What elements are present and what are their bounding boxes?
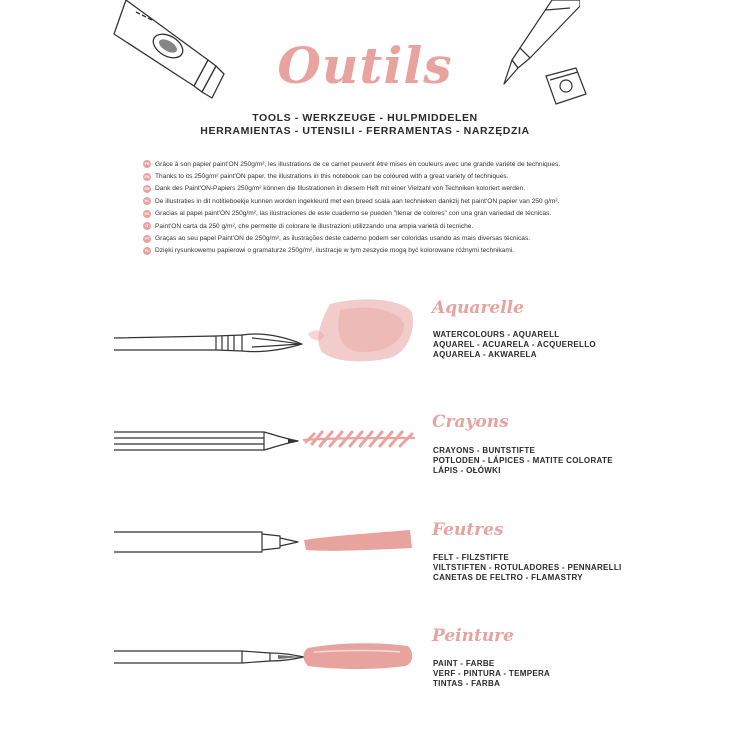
language-text: Grâce à son papier paint'ON 250g/m², les illustrations de ce carnet peuvent être mises en couleurs avec une grande variété de techniques.: [155, 160, 561, 168]
flag-es-icon: ES: [144, 211, 150, 216]
tool-translation-line: POTLODEN - LÁPICES - MATITE COLORATE: [433, 456, 613, 466]
tool-translation-line: LÁPIS - OŁÓWKI: [433, 466, 501, 476]
tool-translation-line: VILTSTIFTEN - ROTULADORES - PENNARELLI: [433, 563, 622, 573]
tool-translations: [433, 330, 596, 361]
tool-translation-line: CANETAS DE FELTRO - FLAMASTRY: [433, 573, 583, 583]
language-list: [143, 158, 613, 257]
list-item: [143, 208, 613, 220]
watercolour-brush-icon: [112, 320, 308, 366]
pencil-icon: [112, 424, 302, 458]
list-item: [143, 232, 613, 244]
tool-translation-line: VERF - PINTURA - TEMPERA: [433, 669, 551, 679]
watercolour-swatch: [300, 296, 416, 364]
subtitle-tools-more: HERRAMIENTAS - UTENSILI - FERRAMENTAS - NARZĘDZIA: [200, 125, 530, 137]
tool-translation-line: AQUAREL - ACUARELA - ACQUERELLO: [433, 340, 596, 350]
flag-en-icon: EN: [144, 174, 150, 179]
tool-translations: [433, 446, 613, 477]
tool-name: Feutres: [432, 520, 504, 540]
list-item: [143, 183, 613, 195]
paint-brush-icon: [112, 645, 308, 669]
tool-translation-line: PAINT - FARBE: [433, 659, 495, 668]
list-item: [143, 245, 613, 257]
page-title: Outils: [277, 36, 453, 95]
tool-translations: [433, 659, 550, 690]
flag-de-icon: DE: [144, 186, 150, 191]
language-text: Graças ao seu papel Paint'ON de 250g/m², as ilustrações deste caderno podem ser coloridas usando as mais diversas técnicas.: [155, 235, 531, 243]
flag-it-icon: IT: [143, 222, 151, 230]
list-item: [143, 195, 613, 207]
list-item: [143, 170, 613, 182]
list-item: [143, 220, 613, 232]
tool-translation-line: TINTAS - FARBA: [433, 679, 501, 689]
tool-translation-line: WATERCOLOURS - AQUARELL: [433, 330, 560, 339]
felt-swatch: [300, 528, 416, 554]
language-text: Dzięki rysunkowemu papierowi o gramaturze 250g/m², ilustracje w tym zeszycie mogą być kolorowane różnymi technikami.: [155, 247, 515, 255]
list-item: [143, 158, 613, 170]
pencil-swatch: [300, 424, 418, 454]
language-text: Thanks to its 250g/m² paint'ON paper, the illustrations in this notebook can be coloured with a great variety of techniques.: [155, 173, 509, 181]
subtitle-tools: TOOLS - WERKZEUGE - HULPMIDDELEN: [252, 112, 478, 124]
paint-swatch: [300, 638, 416, 672]
tool-translations: [433, 553, 622, 584]
language-text: Dank des Paint'ON-Papiers 250g/m² können die Illustrationen in diesem Heft mit einer Vielzahl von Techniken koloriert werden.: [155, 185, 526, 193]
tool-translation-line: AQUARELA - AKWARELA: [433, 350, 537, 360]
language-text: Gracias al papel paint'ON 250g/m², las ilustraciones de este cuaderno se pueden "llenar de colores" con una gran variedad de técnicas.: [155, 210, 552, 218]
flag-pt-icon: PT: [144, 236, 150, 241]
language-text: De illustraties in dit notitieboekje kunnen worden ingekleurd met een breed scala aan technieken dankzij het paint'ON papier van 250 g/m².: [155, 197, 560, 205]
flag-fr-icon: FR: [144, 162, 150, 167]
flag-pl-icon: PL: [144, 248, 150, 253]
tool-translation-line: CRAYONS - BUNTSTIFTE: [433, 446, 536, 455]
tool-translation-line: FELT - FILZSTIFTE: [433, 553, 510, 562]
tool-name: Crayons: [432, 412, 509, 432]
tool-name: Aquarelle: [432, 298, 524, 318]
tool-name: Peinture: [432, 626, 514, 646]
felt-pen-icon: [112, 526, 302, 558]
language-text: Paint'ON carta da 250 g/m², che permette di colorare le illustrazioni utilizzando una ampia varietà di tecniche.: [155, 222, 474, 230]
flag-nl-icon: NL: [144, 199, 150, 204]
